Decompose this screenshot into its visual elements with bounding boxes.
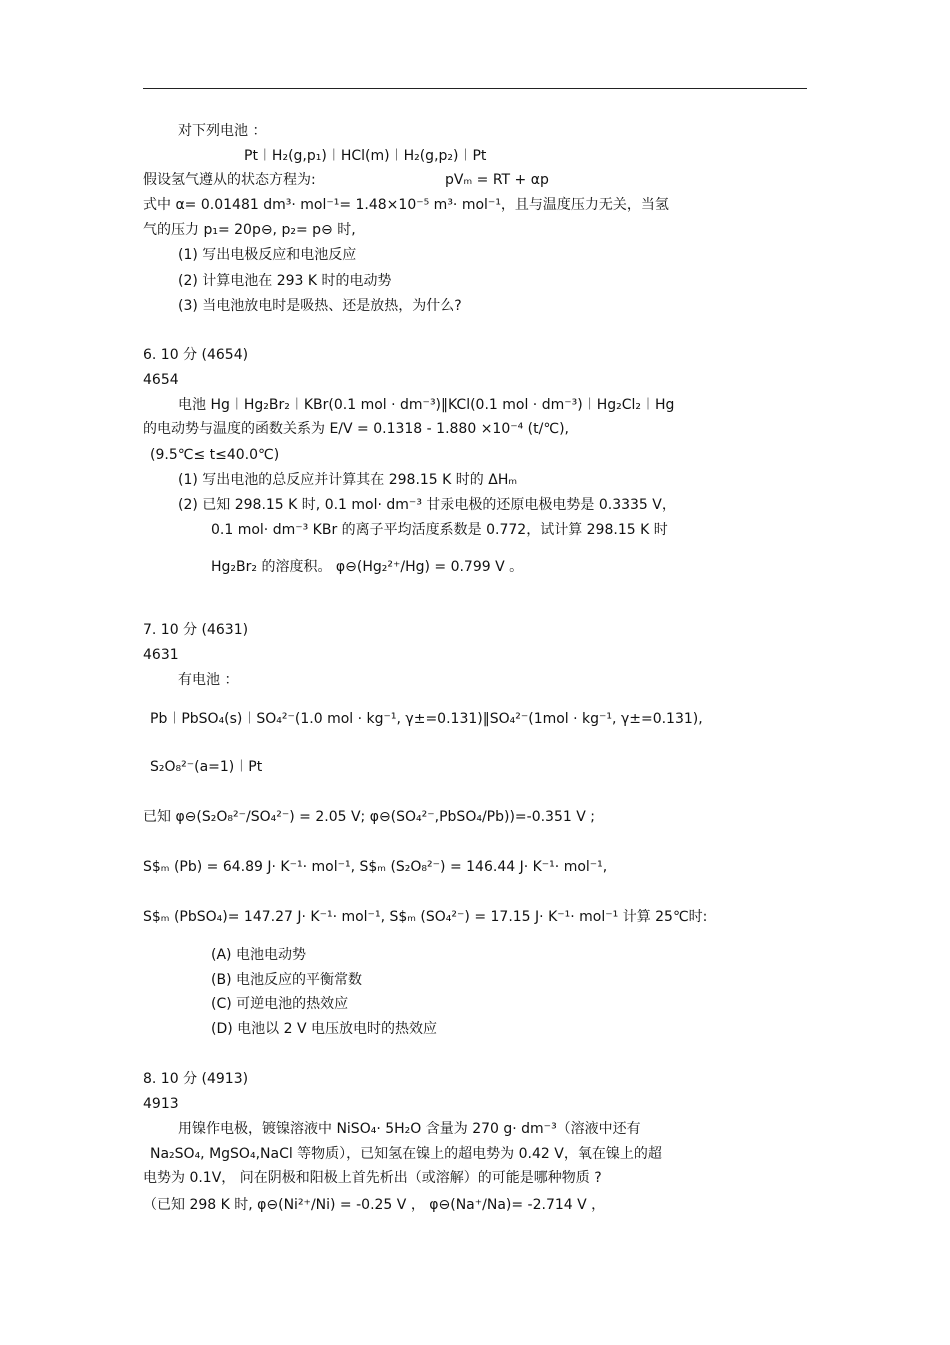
p8-line-2: Na₂SO₄, MgSO₄,NaCl 等物质），已知氢在镍上的超电势为 0.42 V，氧在镍上的超 [150,1146,662,1162]
p7-entropies-2: S$ₘ (PbSO₄)= 147.27 J· K⁻¹· mol⁻¹, S$ₘ (SO₄²⁻) = 17.15 J· K⁻¹· mol⁻¹ 计算 25℃时: [143,909,708,925]
p5-alpha-line: 式中 α= 0.01481 dm³· mol⁻¹= 1.48×10⁻⁵ m³· mol⁻¹，且与温度压力无关，当氢 [143,197,669,213]
p5-question-2: (2) 计算电池在 293 K 时的电动势 [178,273,392,289]
p7-potentials: 已知 φ⊖(S₂O₈²⁻/SO₄²⁻) = 2.05 V; φ⊖(SO₄²⁻,PbSO₄/Pb))=-0.351 V ; [143,809,595,825]
p6-cell: 电池 Hg︱Hg₂Br₂︱KBr(0.1 mol · dm⁻³)‖KCl(0.1 mol · dm⁻³)︱Hg₂Cl₂︱Hg [178,397,675,413]
p7-question-d: (D) 电池以 2 V 电压放电时的热效应 [211,1021,437,1037]
p7-entropies-1: S$ₘ (Pb) = 64.89 J· K⁻¹· mol⁻¹, S$ₘ (S₂O₈²⁻) = 146.44 J· K⁻¹· mol⁻¹, [143,859,608,875]
p6-question-1: (1) 写出电池的总反应并计算其在 298.15 K 时的 ΔHₘ [178,472,518,488]
p8-line-3: 电势为 0.1V， 问在阴极和阳极上首先析出（或溶解）的可能是哪种物质 ? [143,1170,602,1186]
p7-question-c: (C) 可逆电池的热效应 [211,996,349,1012]
p6-heading: 6. 10 分 (4654) [143,347,249,363]
p5-eos-label: 假设氢气遵从的状态方程为: [143,172,316,188]
p8-heading: 8. 10 分 (4913) [143,1071,249,1087]
p5-eos-formula: pVₘ = RT + αp [445,172,549,188]
p7-question-b: (B) 电池反应的平衡常数 [211,972,362,988]
p7-intro: 有电池 ： [178,672,239,688]
p6-question-2c: Hg₂Br₂ 的溶度积。 φ⊖(Hg₂²⁺/Hg) = 0.799 V 。 [211,559,524,575]
p7-cell: Pb︱PbSO₄(s)︱SO₄²⁻(1.0 mol · kg⁻¹, γ±=0.131)‖SO₄²⁻(1mol · kg⁻¹, γ±=0.131), [150,711,703,727]
p7-heading: 7. 10 分 (4631) [143,622,249,638]
p8-line-1: 用镍作电极，镀镍溶液中 NiSO₄· 5H₂O 含量为 270 g· dm⁻³（溶液中还有 [178,1121,641,1137]
p8-line-4: （已知 298 K 时, φ⊖(Ni²⁺/Ni) = -0.25 V ， φ⊖(Na⁺/Na)= -2.714 V ， [143,1197,606,1213]
p5-pressure-line: 气的压力 p₁= 20p⊖, p₂= p⊖ 时, [143,222,356,238]
p5-intro: 对下列电池 ： [178,123,267,139]
p8-code: 4913 [143,1096,179,1112]
p6-question-2b: 0.1 mol· dm⁻³ KBr 的离子平均活度系数是 0.772，试计算 298.15 K 时 [211,522,668,538]
p7-question-a: (A) 电池电动势 [211,947,306,963]
p5-cell: Pt︱H₂(g,p₁)︱HCl(m)︱H₂(g,p₂)︱Pt [244,148,487,164]
p6-question-2a: (2) 已知 298.15 K 时, 0.1 mol· dm⁻³ 甘汞电极的还原电极电势是 0.3335 V， [178,497,676,513]
p6-code: 4654 [143,372,179,388]
p7-cell-cont: S₂O₈²⁻(a=1)︱Pt [150,759,263,775]
p5-question-1: (1) 写出电极反应和电池反应 [178,247,357,263]
header-rule [143,88,807,89]
p6-emf-function: 的电动势与温度的函数关系为 E/V = 0.1318 - 1.880 ×10⁻⁴ (t/℃), [143,421,569,437]
p6-temp-range: (9.5℃≤ t≤40.0℃) [150,447,280,463]
p5-question-3: (3) 当电池放电时是吸热、还是放热，为什么? [178,298,462,314]
p7-code: 4631 [143,647,179,663]
